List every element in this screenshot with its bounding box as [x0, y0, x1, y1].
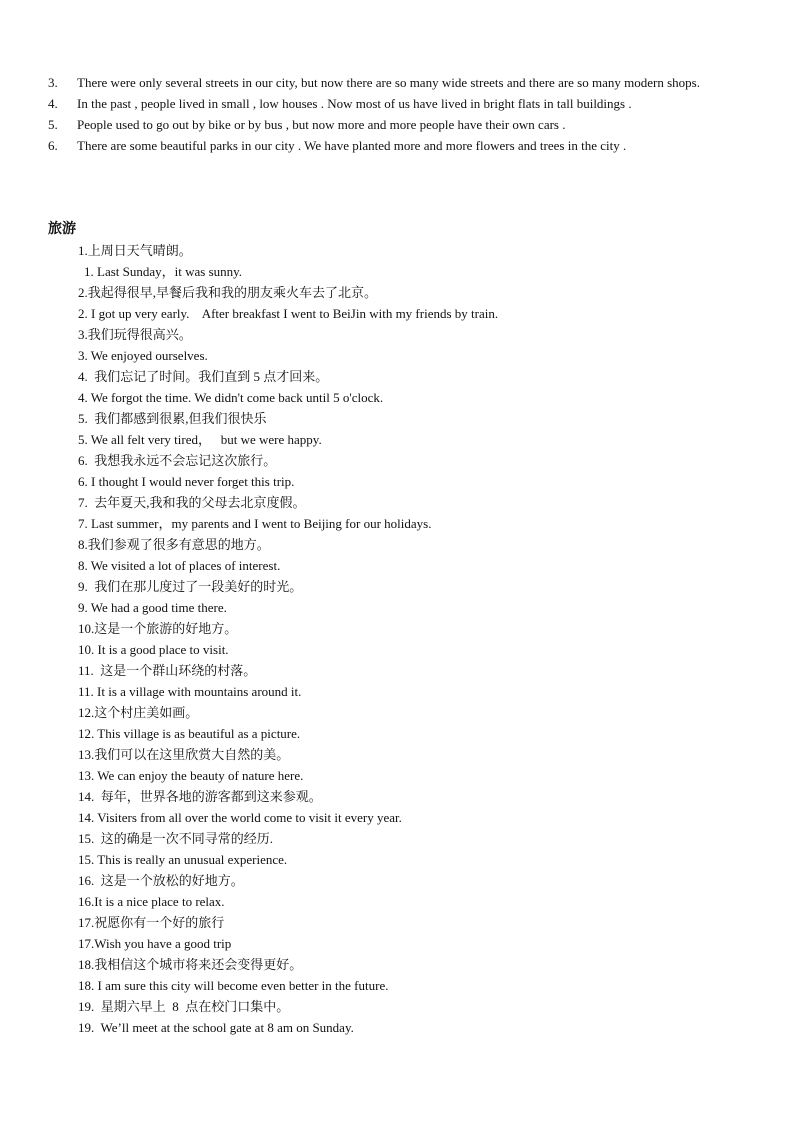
sentence-line: 14. 每年，世界各地的游客都到这来参观。 — [78, 789, 322, 804]
sentence-line: 18. I am sure this city will become even better in the future. — [78, 978, 389, 993]
sentence-line: 8.我们参观了很多有意思的地方。 — [78, 537, 270, 552]
section-heading: 旅游 — [48, 222, 76, 237]
sentence-line: 14. Visiters from all over the world come to visit it every year. — [78, 810, 402, 825]
sentence-line: 1. Last Sunday，it was sunny. — [84, 264, 243, 279]
sentence-line: 13. We can enjoy the beauty of nature here. — [78, 768, 304, 783]
sentence-line: 19. We’ll meet at the school gate at 8 am on Sunday. — [78, 1020, 354, 1035]
sentence-line: 7. Last summer，my parents and I went to Beijing for our holidays. — [78, 516, 432, 531]
sentence-line: 5. We all felt very tired， but we were happy. — [78, 432, 322, 447]
sentence-line: 11. It is a village with mountains around it. — [78, 684, 302, 699]
sentence-line: 16. 这是一个放松的好地方。 — [78, 873, 244, 888]
sentence-line: 18.我相信这个城市将来还会变得更好。 — [78, 957, 303, 972]
sentence-line: 3.我们玩得很高兴。 — [78, 327, 192, 342]
sentence-line: 1.上周日天气晴朗。 — [78, 243, 192, 258]
sentence-line: 19. 星期六早上 8 点在校门口集中。 — [78, 999, 290, 1014]
list-item — [48, 114, 753, 135]
sentence-line: 11. 这是一个群山环绕的村落。 — [78, 663, 257, 678]
item-number: 5. — [48, 117, 58, 132]
sentence-line: 9. We had a good time there. — [78, 600, 227, 615]
item-text: In the past , people lived in small , low houses . Now most of us have lived in bright flats in tall buildings . — [77, 96, 632, 111]
sentence-line: 4. 我们忘记了时间。我们直到 5 点才回来。 — [78, 369, 329, 384]
sentence-line: 17.祝愿你有一个好的旅行 — [78, 915, 225, 930]
sentence-line: 9. 我们在那儿度过了一段美好的时光。 — [78, 579, 303, 594]
sentence-line: 15. 这的确是一次不同寻常的经历. — [78, 831, 274, 846]
list-item — [48, 72, 753, 93]
sentence-line: 7. 去年夏天,我和我的父母去北京度假。 — [78, 495, 306, 510]
sentence-line: 2.我起得很早,早餐后我和我的朋友乘火车去了北京。 — [78, 285, 378, 300]
sentence-line: 16.It is a nice place to relax. — [78, 894, 225, 909]
sentence-line: 2. I got up very early. After breakfast I went to BeiJin with my friends by train. — [78, 306, 499, 321]
sentence-line: 10.这是一个旅游的好地方。 — [78, 621, 238, 636]
sentence-line: 8. We visited a lot of places of interest. — [78, 558, 281, 573]
list-item — [48, 93, 753, 114]
sentence-line: 12. This village is as beautiful as a picture. — [78, 726, 301, 741]
sentence-line: 10. It is a good place to visit. — [78, 642, 229, 657]
sentence-line: 6. 我想我永远不会忘记这次旅行。 — [78, 453, 277, 468]
sentence-line: 3. We enjoyed ourselves. — [78, 348, 208, 363]
numbered-list — [48, 72, 753, 156]
sentence-line: 5. 我们都感到很累,但我们很快乐 — [78, 411, 267, 426]
sentence-line: 12.这个村庄美如画。 — [78, 705, 199, 720]
item-text: People used to go out by bike or by bus , but now more and more people have their own cars . — [77, 117, 566, 132]
list-item — [48, 135, 753, 156]
item-number: 4. — [48, 96, 58, 111]
item-text: There were only several streets in our city, but now there are so many wide streets and there are so many modern shops. — [77, 75, 700, 90]
sentence-line: 4. We forgot the time. We didn't come back until 5 o'clock. — [78, 390, 384, 405]
item-number: 6. — [48, 138, 58, 153]
sentence-list — [78, 240, 498, 1038]
item-text: There are some beautiful parks in our city . We have planted more and more flowers and trees in the city . — [77, 138, 627, 153]
sentence-line: 15. This is really an unusual experience. — [78, 852, 288, 867]
sentence-line: 13.我们可以在这里欣赏大自然的美。 — [78, 747, 290, 762]
item-number: 3. — [48, 75, 58, 90]
sentence-line: 6. I thought I would never forget this trip. — [78, 474, 295, 489]
sentence-line: 17.Wish you have a good trip — [78, 936, 232, 951]
